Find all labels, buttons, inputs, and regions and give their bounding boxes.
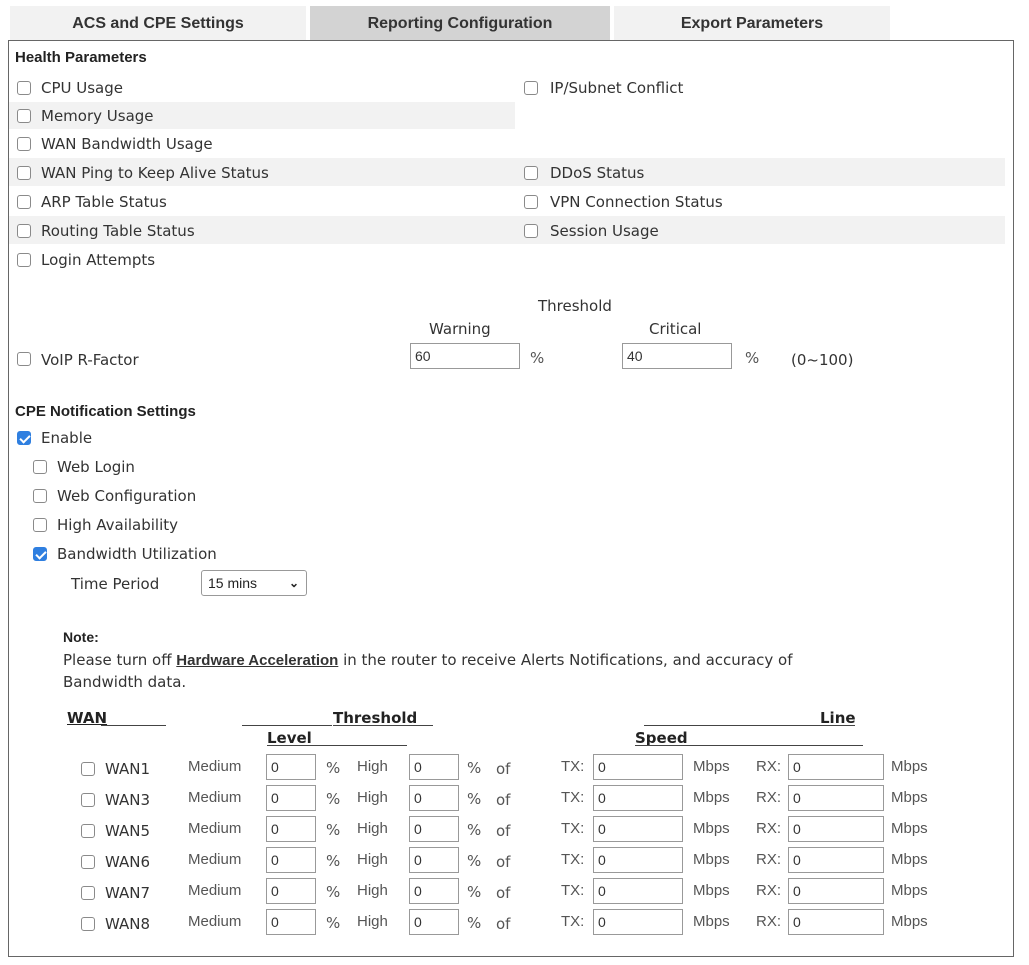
wan-row-checkbox[interactable] <box>81 762 95 776</box>
tx-speed-input[interactable]: 0 <box>593 754 683 780</box>
web-login-label: Web Login <box>57 458 135 476</box>
cpu-usage-label: CPU Usage <box>41 79 124 97</box>
tab-export-parameters[interactable]: Export Parameters <box>614 6 890 40</box>
percent-sign: % <box>530 349 545 367</box>
medium-label: Medium <box>188 758 242 775</box>
medium-label: Medium <box>188 913 242 930</box>
web-login-checkbox[interactable] <box>33 460 47 474</box>
mbps-label: Mbps <box>693 913 730 930</box>
note-text <box>63 651 792 669</box>
rx-speed-input[interactable]: 0 <box>788 847 884 873</box>
wan-row-name: WAN3 <box>105 791 151 809</box>
login-attempts-checkbox[interactable] <box>17 253 31 267</box>
threshold-header: Threshold <box>333 709 418 727</box>
mbps-label: Mbps <box>891 820 928 837</box>
bandwidth-utilization-checkbox[interactable] <box>33 547 47 561</box>
wan-row-name: WAN5 <box>105 822 151 840</box>
medium-threshold-input[interactable]: 0 <box>266 847 316 873</box>
mbps-label: Mbps <box>891 882 928 899</box>
rx-label: RX: <box>756 913 782 930</box>
ip-subnet-conflict-checkbox[interactable] <box>524 81 538 95</box>
percent-sign: % <box>467 821 482 839</box>
time-period-label: Time Period <box>71 575 160 593</box>
voip-rfactor-checkbox[interactable] <box>17 352 31 366</box>
tx-label: TX: <box>561 758 585 775</box>
wan-header: WAN <box>67 709 108 727</box>
enable-label: Enable <box>41 429 93 447</box>
header-underline <box>644 725 820 726</box>
speed-header: Speed <box>635 729 688 747</box>
medium-threshold-input[interactable]: 0 <box>266 909 316 935</box>
percent-sign: % <box>745 349 760 367</box>
wan-row-name: WAN8 <box>105 915 151 933</box>
mbps-label: Mbps <box>693 882 730 899</box>
medium-label: Medium <box>188 820 242 837</box>
tx-speed-input[interactable]: 0 <box>593 785 683 811</box>
of-label: of <box>496 853 511 871</box>
wan-bandwidth-usage-checkbox[interactable] <box>17 137 31 151</box>
time-period-value: 15 mins <box>208 575 258 591</box>
login-attempts-label: Login Attempts <box>41 251 156 269</box>
medium-threshold-input[interactable]: 0 <box>266 754 316 780</box>
percent-sign: % <box>467 790 482 808</box>
note-text-line2: Bandwidth data. <box>63 673 187 691</box>
web-configuration-label: Web Configuration <box>57 487 197 505</box>
high-availability-checkbox[interactable] <box>33 518 47 532</box>
rx-speed-input[interactable]: 0 <box>788 909 884 935</box>
session-usage-checkbox[interactable] <box>524 224 538 238</box>
warning-heading: Warning <box>429 320 491 338</box>
high-threshold-input[interactable]: 0 <box>409 785 459 811</box>
percent-sign: % <box>467 914 482 932</box>
web-configuration-checkbox[interactable] <box>33 489 47 503</box>
header-underline <box>820 725 855 726</box>
wan-row-checkbox[interactable] <box>81 886 95 900</box>
rx-speed-input[interactable]: 0 <box>788 754 884 780</box>
voip-critical-input[interactable]: 40 <box>622 343 732 369</box>
high-label: High <box>357 758 388 775</box>
medium-threshold-input[interactable]: 0 <box>266 816 316 842</box>
rx-label: RX: <box>756 882 782 899</box>
memory-usage-checkbox[interactable] <box>17 109 31 123</box>
of-label: of <box>496 915 511 933</box>
tx-label: TX: <box>561 851 585 868</box>
percent-sign: % <box>467 852 482 870</box>
of-label: of <box>496 760 511 778</box>
tab-acs-cpe-settings[interactable]: ACS and CPE Settings <box>10 6 306 40</box>
medium-label: Medium <box>188 882 242 899</box>
high-threshold-input[interactable]: 0 <box>409 909 459 935</box>
of-label: of <box>496 822 511 840</box>
vpn-connection-status-checkbox[interactable] <box>524 195 538 209</box>
wan-row-name: WAN7 <box>105 884 151 902</box>
voip-warning-input[interactable]: 60 <box>410 343 520 369</box>
tx-speed-input[interactable]: 0 <box>593 816 683 842</box>
of-label: of <box>496 791 511 809</box>
mbps-label: Mbps <box>891 913 928 930</box>
of-label: of <box>496 884 511 902</box>
high-threshold-input[interactable]: 0 <box>409 878 459 904</box>
mbps-label: Mbps <box>891 789 928 806</box>
time-period-select[interactable] <box>201 570 307 596</box>
tx-label: TX: <box>561 913 585 930</box>
rx-speed-input[interactable]: 0 <box>788 785 884 811</box>
wan-ping-checkbox[interactable] <box>17 166 31 180</box>
percent-sign: % <box>326 821 341 839</box>
wan-row-name: WAN1 <box>105 760 151 778</box>
session-usage-label: Session Usage <box>550 222 659 240</box>
rx-label: RX: <box>756 851 782 868</box>
mbps-label: Mbps <box>693 851 730 868</box>
rx-label: RX: <box>756 820 782 837</box>
ddos-status-label: DDoS Status <box>550 164 645 182</box>
high-label: High <box>357 789 388 806</box>
high-label: High <box>357 851 388 868</box>
mbps-label: Mbps <box>891 758 928 775</box>
tx-speed-input[interactable]: 0 <box>593 909 683 935</box>
voip-rfactor-label: VoIP R-Factor <box>41 351 139 369</box>
cpe-notification-title: CPE Notification Settings <box>15 403 196 420</box>
high-threshold-input[interactable]: 0 <box>409 816 459 842</box>
header-underline <box>635 745 863 746</box>
chevron-down-icon: ⌄ <box>288 576 299 590</box>
note-text-before: Please turn off <box>63 651 177 669</box>
percent-sign: % <box>326 790 341 808</box>
arp-table-status-label: ARP Table Status <box>41 193 167 211</box>
range-hint: (0~100) <box>791 351 854 369</box>
header-underline <box>101 725 166 726</box>
mbps-label: Mbps <box>693 758 730 775</box>
rx-label: RX: <box>756 758 782 775</box>
cpu-usage-checkbox[interactable] <box>17 81 31 95</box>
wan-bandwidth-usage-label: WAN Bandwidth Usage <box>41 135 213 153</box>
wan-row-name: WAN6 <box>105 853 151 871</box>
routing-table-status-label: Routing Table Status <box>41 222 195 240</box>
mbps-label: Mbps <box>891 851 928 868</box>
health-parameters-title: Health Parameters <box>15 49 147 66</box>
high-label: High <box>357 913 388 930</box>
settings-panel <box>8 40 1014 957</box>
medium-threshold-input[interactable]: 0 <box>266 785 316 811</box>
tx-label: TX: <box>561 820 585 837</box>
bandwidth-utilization-label: Bandwidth Utilization <box>57 545 217 563</box>
high-label: High <box>357 820 388 837</box>
threshold-heading: Threshold <box>538 297 612 315</box>
percent-sign: % <box>326 883 341 901</box>
percent-sign: % <box>326 759 341 777</box>
level-header: Level <box>267 729 312 747</box>
memory-usage-label: Memory Usage <box>41 107 154 125</box>
ip-subnet-conflict-label: IP/Subnet Conflict <box>550 79 684 97</box>
tx-label: TX: <box>561 882 585 899</box>
note-title: Note: <box>63 629 99 645</box>
percent-sign: % <box>467 759 482 777</box>
tx-speed-input[interactable]: 0 <box>593 878 683 904</box>
mbps-label: Mbps <box>693 820 730 837</box>
note-text-after: in the router to receive Alerts Notifications, and accuracy of <box>338 651 793 669</box>
routing-table-status-checkbox[interactable] <box>17 224 31 238</box>
high-threshold-input[interactable]: 0 <box>409 754 459 780</box>
rx-speed-input[interactable]: 0 <box>788 816 884 842</box>
wan-row-checkbox[interactable] <box>81 917 95 931</box>
critical-heading: Critical <box>649 320 702 338</box>
wan-ping-label: WAN Ping to Keep Alive Status <box>41 164 269 182</box>
mbps-label: Mbps <box>693 789 730 806</box>
wan-row-checkbox[interactable] <box>81 793 95 807</box>
percent-sign: % <box>326 914 341 932</box>
medium-label: Medium <box>188 789 242 806</box>
tx-label: TX: <box>561 789 585 806</box>
wan-row-checkbox[interactable] <box>81 824 95 838</box>
high-label: High <box>357 882 388 899</box>
tab-reporting-configuration[interactable]: Reporting Configuration <box>310 6 610 40</box>
high-threshold-input[interactable]: 0 <box>409 847 459 873</box>
tx-speed-input[interactable]: 0 <box>593 847 683 873</box>
vpn-connection-status-label: VPN Connection Status <box>550 193 723 211</box>
arp-table-status-checkbox[interactable] <box>17 195 31 209</box>
enable-checkbox[interactable] <box>17 431 31 445</box>
header-underline <box>267 745 407 746</box>
medium-threshold-input[interactable]: 0 <box>266 878 316 904</box>
ddos-status-checkbox[interactable] <box>524 166 538 180</box>
high-availability-label: High Availability <box>57 516 179 534</box>
rx-speed-input[interactable]: 0 <box>788 878 884 904</box>
percent-sign: % <box>326 852 341 870</box>
medium-label: Medium <box>188 851 242 868</box>
percent-sign: % <box>467 883 482 901</box>
wan-row-checkbox[interactable] <box>81 855 95 869</box>
header-underline <box>242 725 332 726</box>
header-underline <box>333 725 433 726</box>
hardware-acceleration-link[interactable]: Hardware Acceleration <box>176 652 339 669</box>
line-header: Line <box>820 709 856 727</box>
rx-label: RX: <box>756 789 782 806</box>
